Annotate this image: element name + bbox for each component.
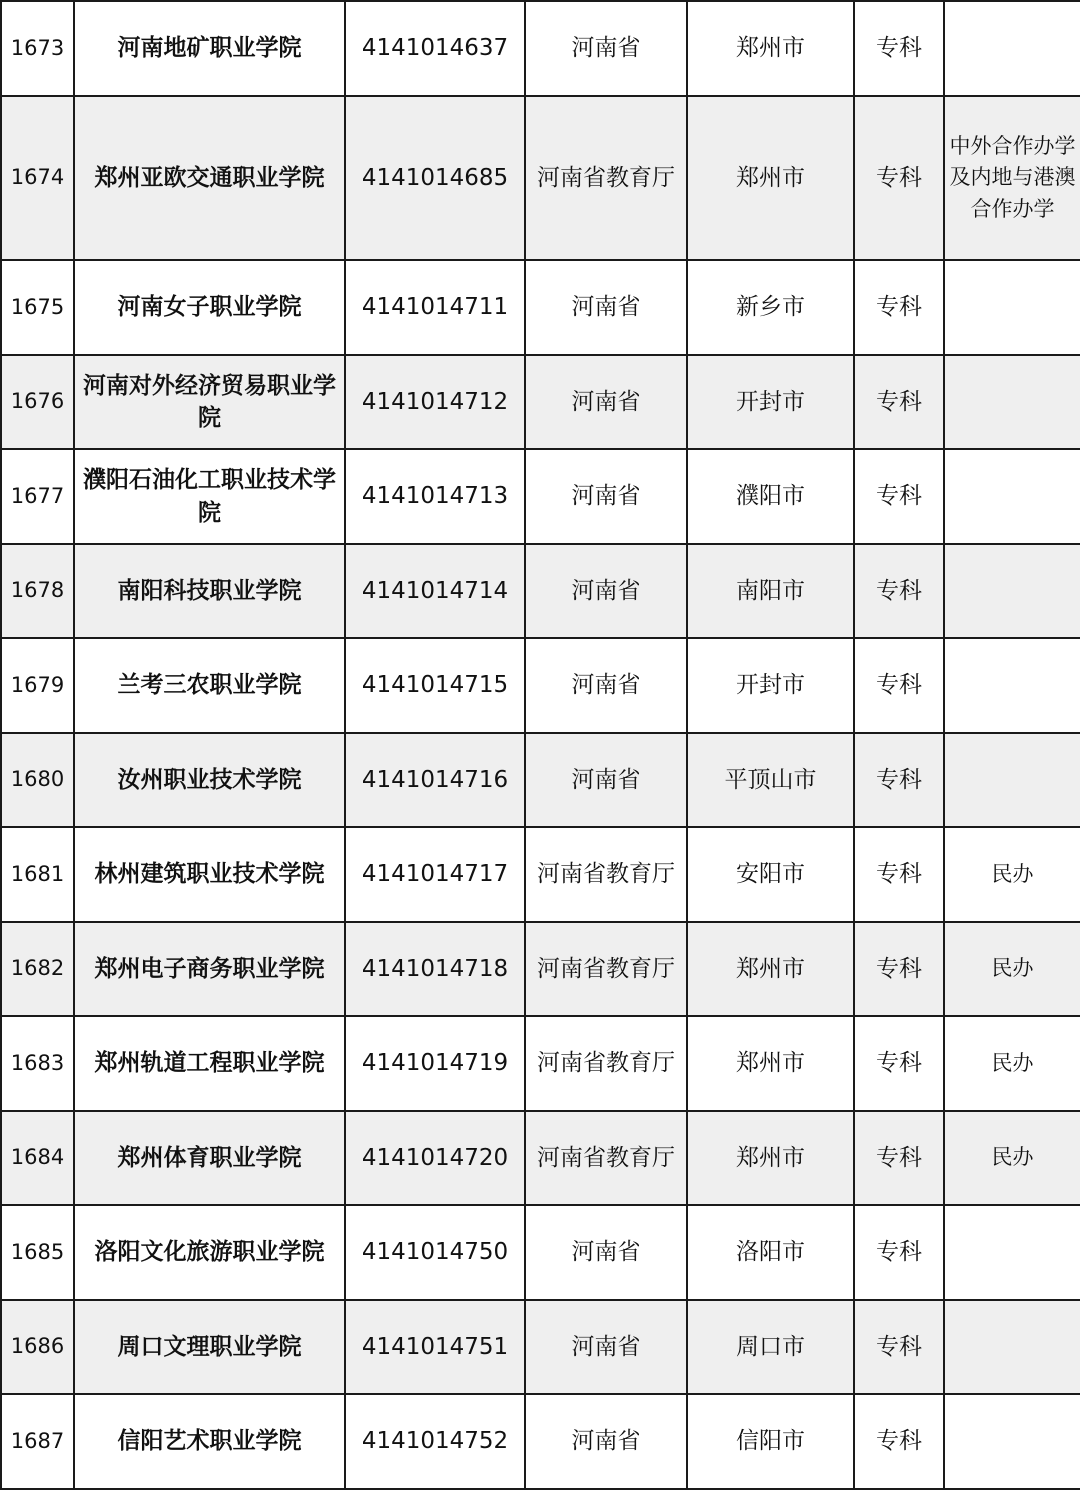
city: 郑州市 <box>687 1016 854 1111</box>
authority: 河南省教育厅 <box>525 1111 687 1205</box>
remark <box>944 638 1080 733</box>
city: 新乡市 <box>687 260 854 355</box>
authority: 河南省教育厅 <box>525 827 687 922</box>
authority: 河南省教育厅 <box>525 96 687 260</box>
table-row <box>1 1300 1080 1394</box>
city: 安阳市 <box>687 827 854 922</box>
school-code: 4141014637 <box>345 1 525 96</box>
school-code: 4141014711 <box>345 260 525 355</box>
table-row <box>1 96 1080 260</box>
city: 开封市 <box>687 355 854 449</box>
school-code: 4141014713 <box>345 449 525 544</box>
school-code: 4141014712 <box>345 355 525 449</box>
remark <box>944 260 1080 355</box>
school-name: 洛阳文化旅游职业学院 <box>74 1205 345 1300</box>
authority: 河南省教育厅 <box>525 1016 687 1111</box>
school-code: 4141014685 <box>345 96 525 260</box>
authority: 河南省教育厅 <box>525 922 687 1016</box>
authority: 河南省 <box>525 1205 687 1300</box>
city: 郑州市 <box>687 1111 854 1205</box>
row-number: 1684 <box>1 1111 74 1205</box>
school-code: 4141014716 <box>345 733 525 827</box>
authority: 河南省 <box>525 1394 687 1489</box>
school-code: 4141014717 <box>345 827 525 922</box>
row-number: 1677 <box>1 449 74 544</box>
education-level: 专科 <box>854 1111 944 1205</box>
row-number: 1678 <box>1 544 74 638</box>
education-level: 专科 <box>854 1 944 96</box>
row-number: 1682 <box>1 922 74 1016</box>
school-code: 4141014752 <box>345 1394 525 1489</box>
table-row <box>1 449 1080 544</box>
education-level: 专科 <box>854 827 944 922</box>
school-code: 4141014751 <box>345 1300 525 1394</box>
row-number: 1676 <box>1 355 74 449</box>
table-row <box>1 1394 1080 1489</box>
education-level: 专科 <box>854 638 944 733</box>
remark: 民办 <box>944 922 1080 1016</box>
remark: 民办 <box>944 827 1080 922</box>
school-name: 郑州轨道工程职业学院 <box>74 1016 345 1111</box>
education-level: 专科 <box>854 260 944 355</box>
city: 平顶山市 <box>687 733 854 827</box>
table-row <box>1 638 1080 733</box>
row-number: 1685 <box>1 1205 74 1300</box>
row-number: 1680 <box>1 733 74 827</box>
city: 郑州市 <box>687 922 854 1016</box>
school-name: 河南女子职业学院 <box>74 260 345 355</box>
city: 濮阳市 <box>687 449 854 544</box>
remark <box>944 1 1080 96</box>
school-code: 4141014720 <box>345 1111 525 1205</box>
school-name: 郑州亚欧交通职业学院 <box>74 96 345 260</box>
remark <box>944 1394 1080 1489</box>
education-level: 专科 <box>854 1394 944 1489</box>
row-number: 1674 <box>1 96 74 260</box>
remark <box>944 449 1080 544</box>
school-name: 南阳科技职业学院 <box>74 544 345 638</box>
authority: 河南省 <box>525 449 687 544</box>
table-row <box>1 355 1080 449</box>
authority: 河南省 <box>525 260 687 355</box>
authority: 河南省 <box>525 733 687 827</box>
city: 郑州市 <box>687 1 854 96</box>
row-number: 1679 <box>1 638 74 733</box>
remark: 中外合作办学及内地与港澳合作办学 <box>944 96 1080 260</box>
education-level: 专科 <box>854 96 944 260</box>
remark <box>944 355 1080 449</box>
school-name: 河南地矿职业学院 <box>74 1 345 96</box>
school-name: 郑州体育职业学院 <box>74 1111 345 1205</box>
city: 周口市 <box>687 1300 854 1394</box>
school-name: 濮阳石油化工职业技术学院 <box>74 449 345 544</box>
city: 郑州市 <box>687 96 854 260</box>
education-level: 专科 <box>854 922 944 1016</box>
city: 开封市 <box>687 638 854 733</box>
school-name: 兰考三农职业学院 <box>74 638 345 733</box>
education-level: 专科 <box>854 449 944 544</box>
city: 洛阳市 <box>687 1205 854 1300</box>
remark <box>944 1205 1080 1300</box>
remark: 民办 <box>944 1016 1080 1111</box>
city: 南阳市 <box>687 544 854 638</box>
school-code: 4141014750 <box>345 1205 525 1300</box>
table-row <box>1 827 1080 922</box>
table-row <box>1 1205 1080 1300</box>
authority: 河南省 <box>525 544 687 638</box>
row-number: 1681 <box>1 827 74 922</box>
table-row <box>1 544 1080 638</box>
table-row <box>1 1111 1080 1205</box>
authority: 河南省 <box>525 1 687 96</box>
school-code: 4141014718 <box>345 922 525 1016</box>
education-level: 专科 <box>854 544 944 638</box>
school-name: 河南对外经济贸易职业学院 <box>74 355 345 449</box>
education-level: 专科 <box>854 1205 944 1300</box>
remark <box>944 733 1080 827</box>
school-code: 4141014715 <box>345 638 525 733</box>
school-code: 4141014714 <box>345 544 525 638</box>
table-row <box>1 1 1080 96</box>
table-row <box>1 1016 1080 1111</box>
remark <box>944 544 1080 638</box>
education-level: 专科 <box>854 733 944 827</box>
school-name: 汝州职业技术学院 <box>74 733 345 827</box>
row-number: 1673 <box>1 1 74 96</box>
remark <box>944 1300 1080 1394</box>
authority: 河南省 <box>525 355 687 449</box>
school-name: 信阳艺术职业学院 <box>74 1394 345 1489</box>
row-number: 1687 <box>1 1394 74 1489</box>
education-level: 专科 <box>854 1300 944 1394</box>
table-row <box>1 922 1080 1016</box>
education-level: 专科 <box>854 1016 944 1111</box>
authority: 河南省 <box>525 1300 687 1394</box>
school-name: 林州建筑职业技术学院 <box>74 827 345 922</box>
row-number: 1675 <box>1 260 74 355</box>
row-number: 1686 <box>1 1300 74 1394</box>
school-code: 4141014719 <box>345 1016 525 1111</box>
education-level: 专科 <box>854 355 944 449</box>
authority: 河南省 <box>525 638 687 733</box>
city: 信阳市 <box>687 1394 854 1489</box>
table-row <box>1 733 1080 827</box>
school-name: 周口文理职业学院 <box>74 1300 345 1394</box>
row-number: 1683 <box>1 1016 74 1111</box>
table-row <box>1 260 1080 355</box>
school-name: 郑州电子商务职业学院 <box>74 922 345 1016</box>
remark: 民办 <box>944 1111 1080 1205</box>
